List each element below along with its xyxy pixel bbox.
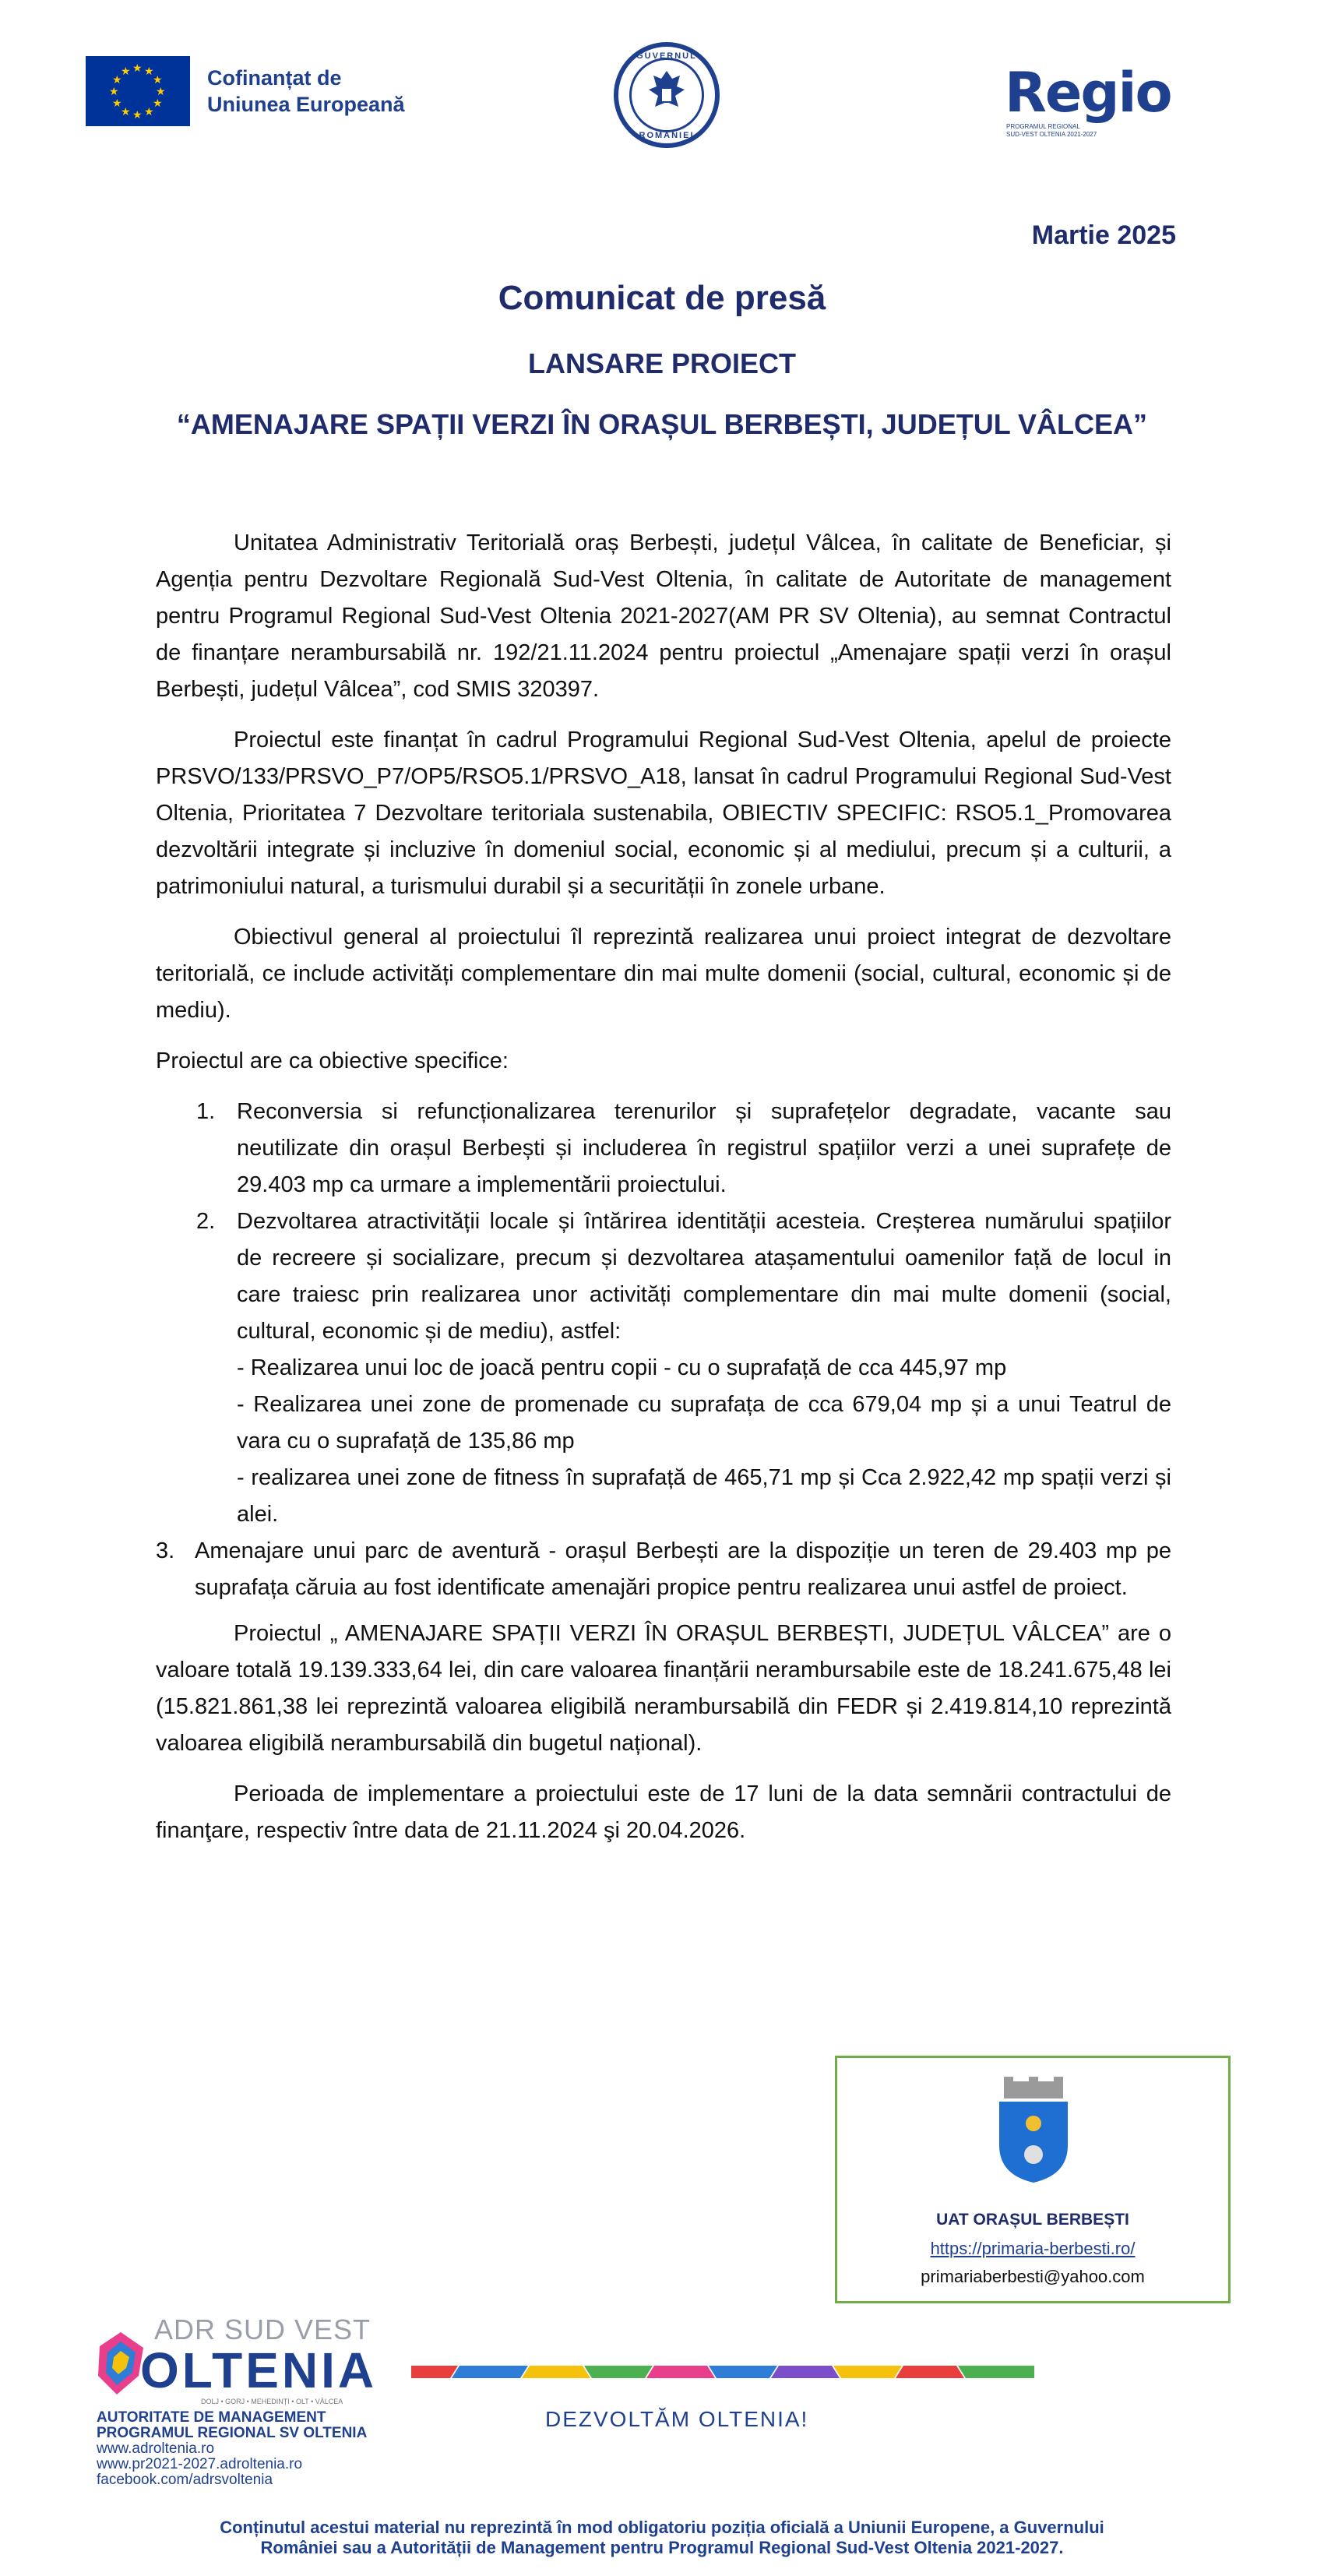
beneficiary-name: UAT ORAȘUL BERBEȘTI [936, 2211, 1129, 2229]
beneficiary-website-link[interactable]: https://primaria-berbesti.ro/ [930, 2239, 1136, 2258]
info-line: AUTORITATE DE MANAGEMENT [97, 2409, 326, 2426]
page-subtitle: LANSARE PROIECT [527, 347, 797, 379]
info-line: PROGRAMUL REGIONAL SV OLTENIA [97, 2425, 368, 2441]
adr-top-text: ADR SUD VEST [154, 2313, 371, 2345]
list-number: 2. [196, 1209, 216, 1234]
eu-logo-line: Uniunea Europeană [207, 93, 405, 116]
seal-inner-ring [629, 58, 704, 132]
paragraph-contract: Unitatea Administrativ Teritorială oraș Berbești, județul Vâlcea, în calitate de Beneficiar, și Agenția pentru Dezvoltare Regională Sud-Vest Oltenia, în calitate de Autoritate de management pentru Programul Regional Sud-Vest Oltenia 2021-2027(AM PR SV Oltenia), au semnat Contractul de finanțare nerambursabilă nr. 192/21.11.2024 pentru proiectul „Amenajare spații verzi în orașul Berbești, județul Vâlcea”, cod SMIS 320397. [156, 530, 1171, 702]
regio-subtitle [1006, 123, 1223, 139]
regio-sub-line: SUD-VEST OLTENIA 2021-2027 [1006, 131, 1097, 138]
specific-objectives-list [156, 1094, 1171, 1606]
list-number: 1. [196, 1099, 216, 1124]
regio-logo [1005, 62, 1223, 140]
eu-star-icon: ★ [121, 65, 131, 78]
eu-star-icon: ★ [144, 104, 154, 118]
paragraph-financing: Proiectul este finanțat în cadrul Programului Regional Sud-Vest Oltenia, apelul de proiecte PRSVO/133/PRSVO_P7/OP5/RSO5.1/PRSVO_A18, lansat în cadrul Programului Regional Sud-Vest Oltenia, Prioritatea 7 Dezvoltare teritoriala sustenabila, OBIECTIV SPECIFIC: RSO5.1_Promovarea dezvoltării integrate și incluzive în domeniul social, economic și al mediului, precum și a culturii, a patrimoniului natural, a turismului durabil și a securității în zonele urbane. [156, 728, 1171, 899]
paragraph-implementation-period: Perioada de implementare a proiectului este de 17 luni de la data semnării contractului de finanţare, respectiv între data de 21.11.2024 şi 20.04.2026. [156, 1781, 1171, 1843]
regio-wordmark: Regio [1005, 61, 1171, 125]
paragraph-project-value: Proiectul „ AMENAJARE SPAȚII VERZI ÎN ORAȘUL BERBEȘTI, JUDEȚUL VÂLCEA” are o valoare totală 19.139.333,64 lei, din care valoarea finanțării nerambursabile este de 18.241.675,48 lei (15.821.861,38 lei reprezintă valoarea eligibilă nerambursabilă din FEDR și 2.419.814,10 reprezintă valoarea eligibilă nerambursabilă din bugetul național). [156, 1621, 1171, 1756]
list-item [156, 1203, 1171, 1533]
eu-star-icon: ★ [144, 65, 154, 78]
eu-star-icon: ★ [112, 73, 122, 86]
eu-star-icon: ★ [132, 108, 143, 121]
eu-star-icon: ★ [112, 97, 122, 109]
press-release-body [156, 525, 1171, 1863]
eu-star-icon: ★ [152, 97, 163, 109]
romanian-government-seal [614, 42, 720, 148]
eu-star-icon: ★ [121, 104, 131, 118]
list-item [156, 1533, 1171, 1606]
regio-sub-line: PROGRAMUL REGIONAL [1006, 123, 1080, 130]
footer-link[interactable]: www.adroltenia.ro [97, 2440, 215, 2457]
eu-star-icon: ★ [156, 85, 166, 97]
decorative-color-stripe [411, 2363, 1034, 2381]
eu-star-icon: ★ [132, 62, 143, 74]
beneficiary-box [835, 2056, 1231, 2303]
eu-flag-icon [86, 56, 190, 126]
disclaimer-line: României sau a Autorității de Management pentru Programul Regional Sud-Vest Oltenia 2021-2027. [260, 2538, 1064, 2557]
seal-bottom-text: ROMÂNIEI [639, 131, 695, 140]
release-date: Martie 2025 [1031, 220, 1176, 250]
eu-star-icon: ★ [109, 85, 119, 97]
paragraph-general-objective: Obiectivul general al proiectului îl reprezintă realizarea unui proiect integrat de dezvoltare teritorială, ce include activități complementare din mai multe domenii (social, cultural, economic și de mediu). [156, 925, 1171, 1023]
adr-counties: DOLJ • GORJ • MEHEDINȚI • OLT • VÂLCEA [201, 2398, 343, 2405]
eu-logo-line: Cofinanțat de [207, 66, 342, 90]
footer-slogan: DEZVOLTĂM OLTENIA! [545, 2407, 809, 2431]
list-subitem: - realizarea unei zone de fitness în suprafață de 465,71 mp și Cca 2.922,42 mp spații verzi și alei. [237, 1465, 1171, 1527]
eu-cofinancing-logo [86, 56, 405, 126]
paragraph-specific-objectives-intro: Proiectul are ca obiective specifice: [156, 1048, 509, 1073]
managing-authority-info [97, 2410, 367, 2488]
disclaimer-line: Conținutul acestui material nu reprezintă în mod obligatoriu poziția oficială a Uniunii Europene, a Guvernului [220, 2518, 1104, 2537]
footer-link[interactable]: facebook.com/adrsvoltenia [97, 2472, 273, 2488]
eagle-icon [632, 60, 702, 130]
seal-top-text: GUVERNUL [636, 51, 697, 61]
eu-star-icon: ★ [152, 73, 163, 86]
list-item-text: Amenajare unui parc de aventură - orașul Berbești are la dispoziție un teren de 29.403 mp pe suprafața căruia au fost identificate amenajări propice pentru realizarea unui astfel de proiect. [195, 1538, 1171, 1600]
page-title: Comunicat de presă [498, 279, 826, 317]
footer-link[interactable]: www.pr2021-2027.adroltenia.ro [97, 2456, 303, 2472]
list-subitem: - Realizarea unei zone de promenade cu suprafața de cca 679,04 mp și a unui Teatrul de vara cu o suprafață de 135,86 mp [237, 1392, 1171, 1454]
adr-oltenia-logo [93, 2313, 405, 2407]
list-item [156, 1094, 1171, 1203]
adr-main-text: OLTENIA [140, 2342, 378, 2398]
footer-disclaimer [0, 2518, 1324, 2558]
list-number: 3. [156, 1538, 175, 1563]
list-item-text: Reconversia si refuncționalizarea terenurilor și suprafețelor degradate, vacante sau neutilizate din orașul Berbești și includerea în registrul spațiilor verzi a unei suprafețe de 29.403 mp ca urmare a implementării proiectului. [237, 1099, 1171, 1197]
list-subitem: - Realizarea unui loc de joacă pentru copii - cu o suprafață de cca 445,97 mp [237, 1355, 1007, 1380]
eu-logo-text [207, 65, 405, 118]
project-title: “AMENAJARE SPAȚII VERZI ÎN ORAȘUL BERBEȘTI, JUDEȚUL VÂLCEA” [176, 408, 1148, 440]
list-item-text: Dezvoltarea atractivității locale și întărirea identității acesteia. Creșterea numărului spațiilor de recreere și socializare, precum și dezvoltarea atașamentului oamenilor față de locul in care traiesc prin realizarea unor activități complementare din mai multe domenii (social, cultural, economic și de mediu), astfel: [237, 1209, 1171, 1344]
coat-of-arms-icon [993, 2075, 1074, 2184]
beneficiary-email: primariaberbesti@yahoo.com [921, 2267, 1145, 2286]
